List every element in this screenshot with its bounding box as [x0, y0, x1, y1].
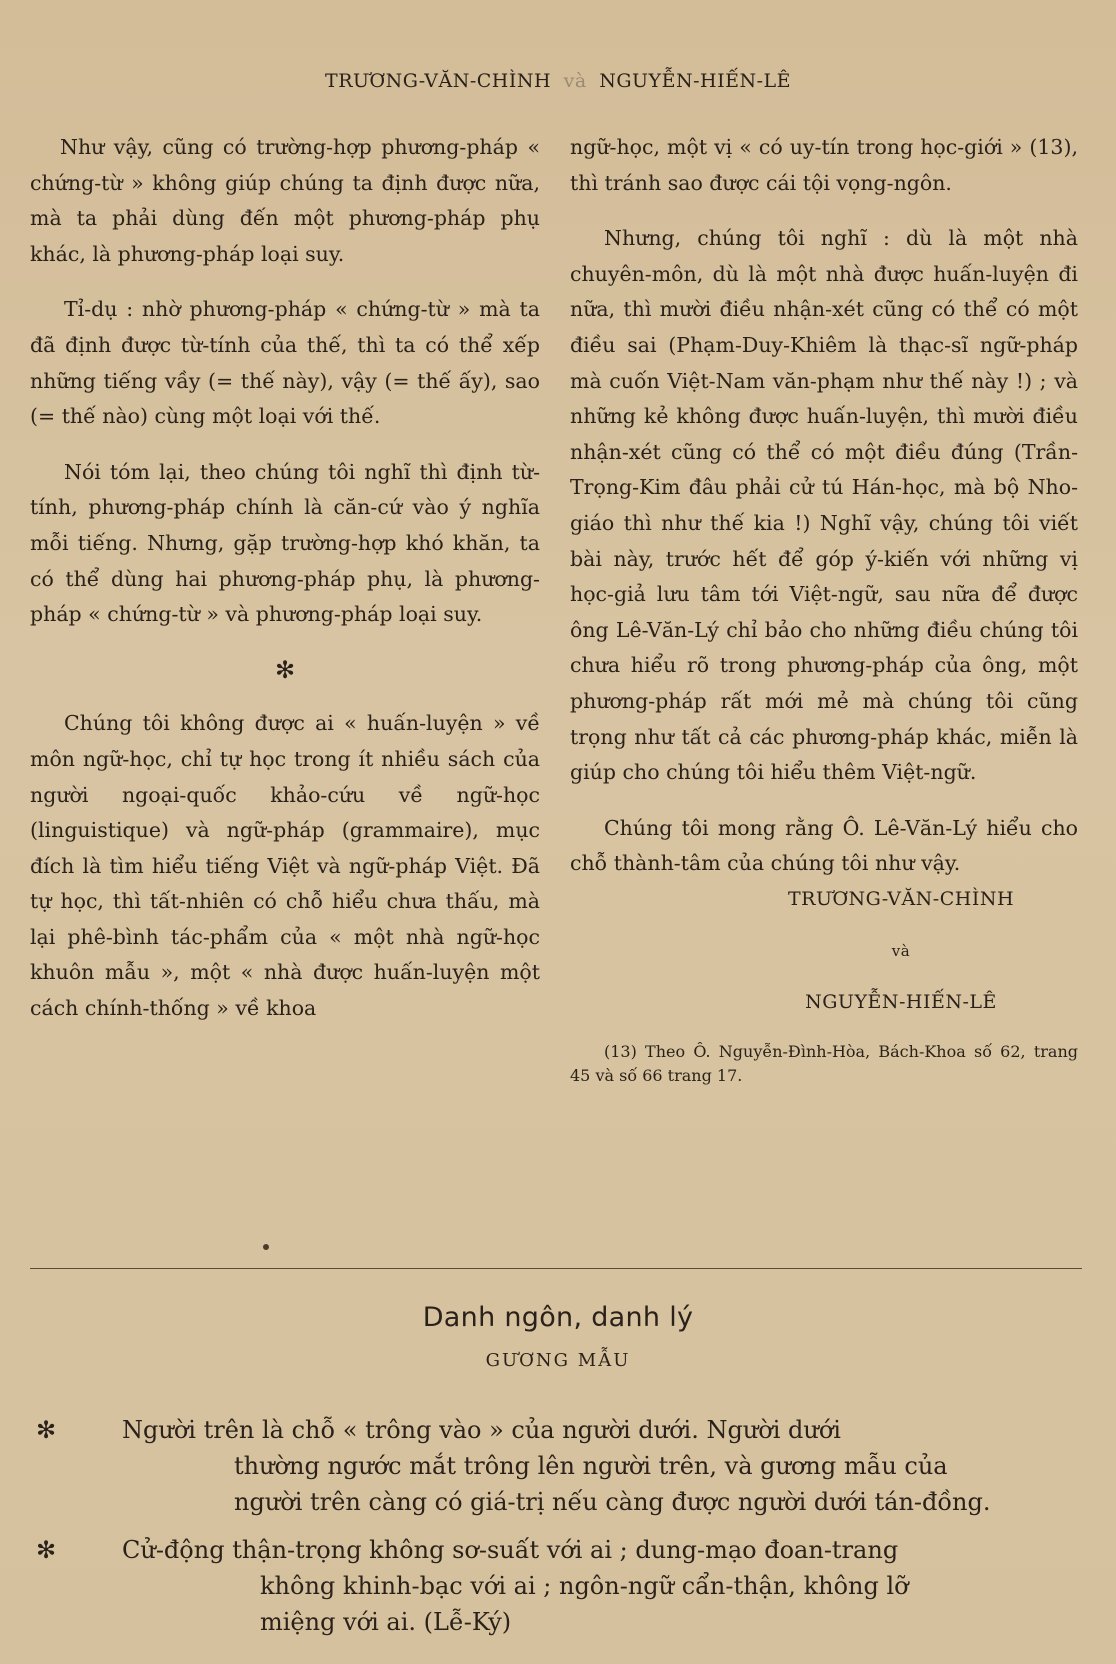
- star-bullet-icon: ✻: [36, 1416, 57, 1444]
- ornament-dot: [263, 1244, 269, 1250]
- quote-line: Người trên là chỗ « trông vào » của người dưới. Người dưới: [122, 1416, 841, 1444]
- star-separator-icon: ✻: [274, 655, 296, 684]
- signature-conjunction: và: [891, 941, 911, 960]
- quote-line: Cử-động thận-trọng không sơ-suất với ai ; dung-mạo đoan-trang: [122, 1536, 899, 1564]
- header-separator: và: [563, 70, 587, 92]
- paragraph: Tỉ-dụ : nhờ phương-pháp « chứng-từ » mà ta đã định được từ-tính của thế, thì ta có thể xếp những tiếng vầy (= thế này), vậy (= thế ấy), sao (= thế nào) cùng một loại với thế.: [30, 297, 540, 429]
- section-divider: [30, 1268, 1082, 1269]
- quote-line: người trên càng có giá-trị nếu càng được người dưới tán-đồng.: [234, 1488, 991, 1516]
- left-column: [30, 130, 540, 1047]
- header-author-2: NGUYỄN-HIẾN-LÊ: [599, 70, 791, 92]
- paragraph: ngữ-học, một vị « có uy-tín trong học-giới » (13), thì tránh sao được cái tội vọng-ngôn.: [570, 135, 1078, 195]
- footnote: (13) Theo Ô. Nguyễn-Đình-Hòa, Bách-Khoa số 62, trang 45 và số 66 trang 17.: [570, 1041, 1078, 1085]
- quote-line: miệng với ai. (Lễ-Ký): [260, 1608, 512, 1636]
- star-bullet-icon: ✻: [36, 1536, 57, 1564]
- paragraph: Như vậy, cũng có trường-hợp phương-pháp « chứng-từ » không giúp chúng ta định được nữa, mà ta phải dùng đến một phương-pháp phụ khác, là phương-pháp loại suy.: [30, 135, 540, 266]
- section-title: Danh ngôn, danh lý: [422, 1302, 694, 1333]
- signature-author-1: TRƯƠNG-VĂN-CHÌNH: [787, 887, 1015, 910]
- paragraph: Chúng tôi không được ai « huấn-luyện » về môn ngữ-học, chỉ tự học trong ít nhiều sách của người ngoại-quốc khảo-cứu về ngữ-học (linguistique) và ngữ-pháp (grammaire), mục đích là tìm hiểu tiếng Việt và ngữ-pháp Việt. Đã tự học, thì tất-nhiên có chỗ hiểu chưa thấu, mà lại phê-bình tác-phẩm của « một nhà ngữ-học khuôn mẫu », một « nhà được huấn-luyện một cách chính-thống » về khoa: [30, 711, 540, 1021]
- paragraph: Nhưng, chúng tôi nghĩ : dù là một nhà chuyên-môn, dù là một nhà được huấn-luyện đi nữa, thì mười điều nhận-xét cũng có thể có một điều sai (Phạm-Duy-Khiêm là thạc-sĩ ngữ-pháp mà cuốn Việt-Nam văn-phạm như thế này !) ; và những kẻ không được huấn-luyện, thì mười điều nhận-xét cũng có thể có một điều đúng (Trần-Trọng-Kim đâu phải cử tú Hán-học, mà bộ Nho-giáo thì như thế kia !) Nghĩ vậy, chúng tôi viết bài này, trước hết để góp ý-kiến với những vị học-giả lưu tâm tới Việt-ngữ, sau nữa để được ông Lê-Văn-Lý chỉ bảo cho những điều chúng tôi chưa hiểu rõ trong phương-pháp của ông, một phương-pháp rất mới mẻ mà chúng tôi cũng trọng như tất cả các phương-pháp khác, miễn là giúp cho chúng tôi hiểu thêm Việt-ngữ.: [570, 226, 1078, 785]
- running-header: [0, 70, 1116, 92]
- header-author-1: TRƯƠNG-VĂN-CHÌNH: [325, 70, 552, 92]
- section-subtitle: GƯƠNG MẪU: [485, 1350, 631, 1371]
- paragraph: Nói tóm lại, theo chúng tôi nghĩ thì định từ-tính, phương-pháp chính là căn-cứ vào ý nghĩa mỗi tiếng. Nhưng, gặp trường-hợp khó khăn, ta có thể dùng hai phương-pháp phụ, là phương-pháp « chứng-từ » và phương-pháp loại suy.: [30, 459, 540, 627]
- quote-line: thường ngước mắt trông lên người trên, và gương mẫu của: [234, 1452, 948, 1480]
- signature-author-2: NGUYỄN-HIẾN-LÊ: [805, 990, 997, 1013]
- paragraph: Chúng tôi mong rằng Ô. Lê-Văn-Lý hiểu cho chỗ thành-tâm của chúng tôi như vậy.: [570, 815, 1078, 876]
- quote-line: không khinh-bạc với ai ; ngôn-ngữ cẩn-thận, không lỡ: [260, 1572, 909, 1600]
- right-column: [570, 130, 1078, 1108]
